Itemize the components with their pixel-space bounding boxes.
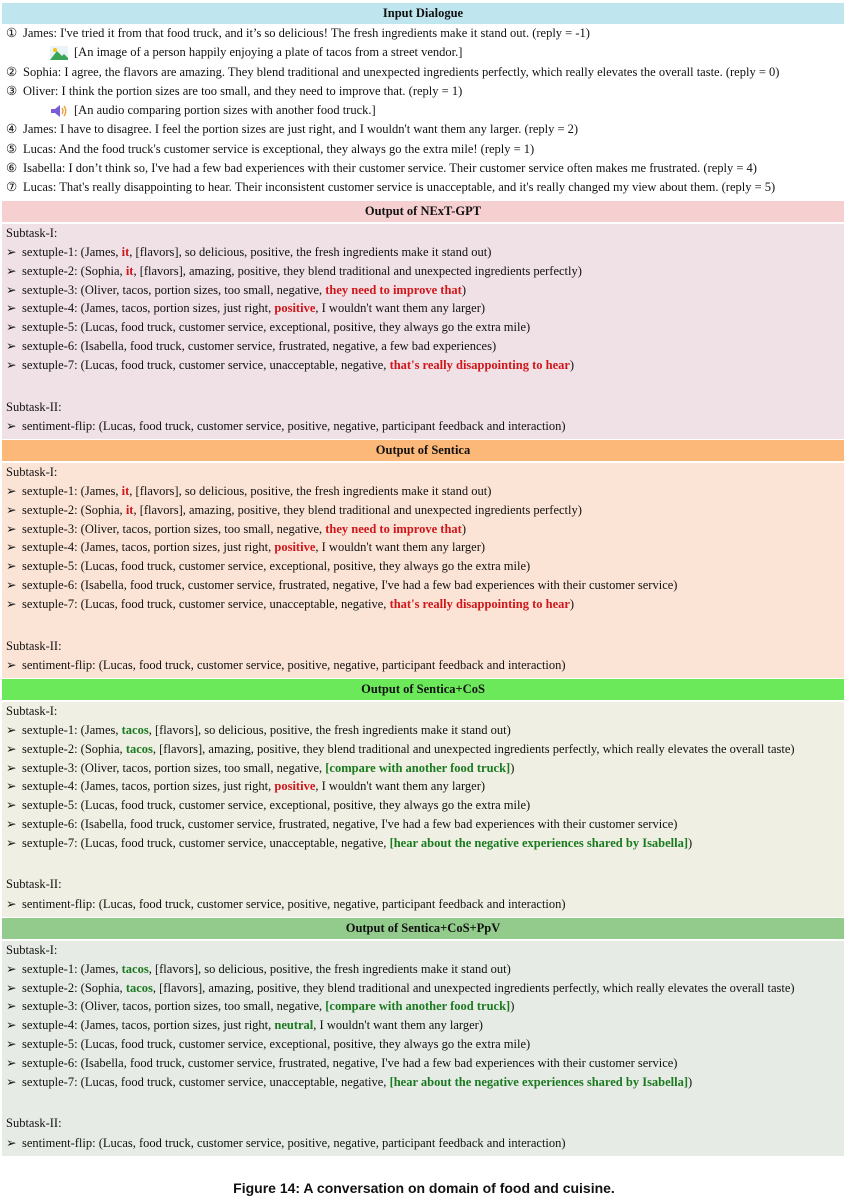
plain-text: sextuple-7: (Lucas, food truck, customer service, unacceptable, negative, xyxy=(22,835,390,850)
highlighted-text: tacos xyxy=(121,961,149,976)
sextuple-text xyxy=(22,263,840,280)
plain-text: sextuple-1: (James, xyxy=(22,961,122,976)
plain-text: sextuple-4: (James, tacos, portion sizes, just right, xyxy=(22,779,275,794)
sextuple-item xyxy=(6,741,840,758)
subtask-1-label: Subtask-I: xyxy=(6,225,58,240)
highlighted-text: that's really disappointing to hear xyxy=(389,596,570,611)
sextuple-item xyxy=(6,722,840,739)
bullet-arrow-icon: ➢ xyxy=(6,263,17,278)
bullet-arrow-icon: ➢ xyxy=(6,896,17,911)
sextuple-text xyxy=(22,1055,840,1072)
plain-text: , I wouldn't want them any larger) xyxy=(315,540,486,555)
dialogue-turn xyxy=(6,178,840,197)
sextuple-text xyxy=(22,760,840,777)
subtask-2-label: Subtask-II: xyxy=(6,399,62,414)
highlighted-text: tacos xyxy=(125,741,153,756)
sentiment-flip-item xyxy=(6,896,840,913)
bullet-arrow-icon: ➢ xyxy=(6,741,17,756)
sextuple-text xyxy=(22,1074,840,1091)
spacer xyxy=(6,615,840,635)
sextuple-item xyxy=(6,998,840,1015)
sextuple-item xyxy=(6,539,840,556)
sextuple-item xyxy=(6,778,840,795)
subtask-2-label: Subtask-II: xyxy=(6,638,62,653)
sentiment-flip-item xyxy=(6,1135,840,1152)
sextuple-text xyxy=(22,778,840,795)
sextuple-item xyxy=(6,1017,840,1034)
plain-text: sextuple-2: (Sophia, xyxy=(22,980,126,995)
figure xyxy=(2,2,844,1156)
plain-text: sextuple-6: (Isabella, food truck, customer service, frustrated, negative, a few bad experiences) xyxy=(22,338,497,353)
plain-text: , I wouldn't want them any larger) xyxy=(313,1018,483,1033)
bullet-arrow-icon: ➢ xyxy=(6,961,17,976)
plain-text: , [flavors], amazing, positive, they blend traditional and unexpected ingredients perfectly) xyxy=(133,263,582,278)
dialogue-turn xyxy=(6,24,840,43)
sextuple-text xyxy=(22,558,840,575)
plain-text: sextuple-5: (Lucas, food truck, customer service, exceptional, positive, they always go the extra mile) xyxy=(22,798,531,813)
bullet-arrow-icon: ➢ xyxy=(6,521,17,536)
plain-text: sextuple-5: (Lucas, food truck, customer service, exceptional, positive, they always go the extra mile) xyxy=(22,1037,531,1052)
plain-text: , [flavors], so delicious, positive, the fresh ingredients make it stand out) xyxy=(129,244,492,259)
turn-number: ④ xyxy=(6,122,18,137)
plain-text: ) xyxy=(688,835,693,850)
sextuple-text xyxy=(22,539,840,556)
turn-number: ⑦ xyxy=(6,180,18,195)
sextuple-text xyxy=(22,835,840,852)
sextuple-item xyxy=(6,980,840,997)
spacer xyxy=(6,1092,840,1112)
sentiment-flip-text: sentiment-flip: (Lucas, food truck, customer service, positive, negative, participant feedback and interaction) xyxy=(22,896,566,911)
highlighted-text: tacos xyxy=(125,980,153,995)
sextuple-item xyxy=(6,338,840,355)
dialogue-turn xyxy=(6,82,840,101)
plain-text: , I wouldn't want them any larger) xyxy=(315,301,486,316)
sextuple-text xyxy=(22,998,840,1015)
highlighted-text: [compare with another food truck] xyxy=(325,760,511,775)
highlighted-text: it xyxy=(125,263,134,278)
plain-text: ) xyxy=(688,1074,693,1089)
sextuple-text xyxy=(22,797,840,814)
sextuple-text xyxy=(22,741,840,758)
sextuple-item xyxy=(6,760,840,777)
plain-text: sextuple-3: (Oliver, tacos, portion sizes, too small, negative, xyxy=(22,760,326,775)
bullet-arrow-icon: ➢ xyxy=(6,798,17,813)
sextuple-item xyxy=(6,483,840,500)
plain-text: , [flavors], so delicious, positive, the fresh ingredients make it stand out) xyxy=(129,483,492,498)
bullet-arrow-icon: ➢ xyxy=(6,722,17,737)
plain-text: , [flavors], so delicious, positive, the fresh ingredients make it stand out) xyxy=(148,722,511,737)
sextuple-item xyxy=(6,816,840,833)
sentica-cos-ppv-header: Output of Sentica+CoS+PpV xyxy=(2,917,844,939)
plain-text: , [flavors], amazing, positive, they blend traditional and unexpected ingredients perfectly, which really elevates the overall taste) xyxy=(152,980,795,995)
plain-text: sextuple-6: (Isabella, food truck, customer service, frustrated, negative, I've had a few bad experiences with their customer service) xyxy=(22,816,678,831)
sextuple-text xyxy=(22,961,840,978)
bullet-arrow-icon: ➢ xyxy=(6,418,17,433)
bullet-arrow-icon: ➢ xyxy=(6,980,17,995)
plain-text: sextuple-6: (Isabella, food truck, customer service, frustrated, negative, I've had a few bad experiences with their customer service) xyxy=(22,1055,678,1070)
spacer xyxy=(6,376,840,396)
audio-attachment xyxy=(6,101,840,120)
sentiment-flip-item xyxy=(6,418,840,435)
plain-text: sextuple-2: (Sophia, xyxy=(22,502,126,517)
highlighted-text: it xyxy=(121,483,130,498)
sextuple-text xyxy=(22,521,840,538)
bullet-arrow-icon: ➢ xyxy=(6,320,17,335)
bullet-arrow-icon: ➢ xyxy=(6,357,17,372)
plain-text: ) xyxy=(461,521,466,536)
turn-text: Lucas: And the food truck's customer service is exceptional, they always go the extra mile! (reply = 1) xyxy=(23,141,535,156)
sextuple-item xyxy=(6,502,840,519)
sextuple-item xyxy=(6,300,840,317)
bullet-arrow-icon: ➢ xyxy=(6,1018,17,1033)
plain-text: ) xyxy=(510,999,515,1014)
bullet-arrow-icon: ➢ xyxy=(6,559,17,574)
highlighted-text: tacos xyxy=(121,722,149,737)
bullet-arrow-icon: ➢ xyxy=(6,816,17,831)
sentica-output xyxy=(2,463,844,678)
highlighted-text: positive xyxy=(274,540,316,555)
turn-text: Sophia: I agree, the flavors are amazing. They blend traditional and unexpected ingredients perfectly, which really elevates the overall taste. (reply = 0) xyxy=(23,64,780,79)
sentiment-flip-item xyxy=(6,657,840,674)
subtask-1-label: Subtask-I: xyxy=(6,703,58,718)
highlighted-text: [hear about the negative experiences shared by Isabella] xyxy=(389,835,689,850)
sextuple-text xyxy=(22,577,840,594)
plain-text: sextuple-7: (Lucas, food truck, customer service, unacceptable, negative, xyxy=(22,357,390,372)
plain-text: , [flavors], amazing, positive, they blend traditional and unexpected ingredients perfectly) xyxy=(133,502,582,517)
sextuple-item xyxy=(6,282,840,299)
plain-text: ) xyxy=(510,760,515,775)
sextuple-item xyxy=(6,835,840,852)
plain-text: sextuple-1: (James, xyxy=(22,244,122,259)
sextuple-item xyxy=(6,319,840,336)
highlighted-text: it xyxy=(121,244,130,259)
sextuple-text xyxy=(22,1036,840,1053)
input-dialogue xyxy=(2,24,844,200)
turn-text: Isabella: I don’t think so, I've had a few bad experiences with their customer service. Their customer service often makes me frustrated. (reply = 4) xyxy=(23,161,757,176)
sextuple-text xyxy=(22,357,840,374)
plain-text: sextuple-6: (Isabella, food truck, customer service, frustrated, negative, I've had a few bad experiences with their customer service) xyxy=(22,577,678,592)
plain-text: sextuple-4: (James, tacos, portion sizes, just right, xyxy=(22,1018,275,1033)
sentica-header: Output of Sentica xyxy=(2,439,844,461)
bullet-arrow-icon: ➢ xyxy=(6,502,17,517)
bullet-arrow-icon: ➢ xyxy=(6,1055,17,1070)
dialogue-turn xyxy=(6,120,840,139)
plain-text: , I wouldn't want them any larger) xyxy=(315,779,486,794)
plain-text: sextuple-4: (James, tacos, portion sizes, just right, xyxy=(22,301,275,316)
highlighted-text: [compare with another food truck] xyxy=(325,999,511,1014)
model-outputs xyxy=(2,200,844,1156)
sextuple-item xyxy=(6,1036,840,1053)
highlighted-text: [hear about the negative experiences shared by Isabella] xyxy=(389,1074,689,1089)
subtask-1-label: Subtask-I: xyxy=(6,464,58,479)
plain-text: sextuple-5: (Lucas, food truck, customer service, exceptional, positive, they always go the extra mile) xyxy=(22,320,531,335)
sextuple-text xyxy=(22,282,840,299)
bullet-arrow-icon: ➢ xyxy=(6,1037,17,1052)
sextuple-item xyxy=(6,797,840,814)
plain-text: ) xyxy=(569,596,575,611)
dialogue-turn xyxy=(6,63,840,82)
bullet-arrow-icon: ➢ xyxy=(6,483,17,498)
bullet-arrow-icon: ➢ xyxy=(6,760,17,775)
highlighted-text: positive xyxy=(274,779,316,794)
sentiment-flip-text: sentiment-flip: (Lucas, food truck, customer service, positive, negative, participant feedback and interaction) xyxy=(22,657,566,672)
plain-text: sextuple-2: (Sophia, xyxy=(22,263,126,278)
bullet-arrow-icon: ➢ xyxy=(6,999,17,1014)
sentica-cos-header: Output of Sentica+CoS xyxy=(2,678,844,700)
turn-text: James: I've tried it from that food truck, and it’s so delicious! The fresh ingredients make it stand out. (reply = -1) xyxy=(23,26,590,40)
bullet-arrow-icon: ➢ xyxy=(6,282,17,297)
plain-text: ) xyxy=(569,357,575,372)
landscape-image-icon xyxy=(50,46,68,60)
highlighted-text: they need to improve that xyxy=(325,282,462,297)
sextuple-text xyxy=(22,1017,840,1034)
bullet-arrow-icon: ➢ xyxy=(6,540,17,555)
image-note: [An image of a person happily enjoying a plate of tacos from a street vendor.] xyxy=(74,45,463,60)
image-attachment xyxy=(6,43,840,62)
sentica-cos-ppv-output xyxy=(2,941,844,1156)
bullet-arrow-icon: ➢ xyxy=(6,596,17,611)
bullet-arrow-icon: ➢ xyxy=(6,835,17,850)
speaker-icon xyxy=(50,104,68,118)
bullet-arrow-icon: ➢ xyxy=(6,1135,17,1150)
sextuple-item xyxy=(6,558,840,575)
sextuple-text xyxy=(22,502,840,519)
highlighted-text: neutral xyxy=(274,1018,314,1033)
plain-text: sextuple-2: (Sophia, xyxy=(22,741,126,756)
sextuple-text xyxy=(22,596,840,613)
turn-number: ⑤ xyxy=(6,141,18,156)
plain-text: sextuple-3: (Oliver, tacos, portion sizes, too small, negative, xyxy=(22,282,326,297)
sextuple-item xyxy=(6,961,840,978)
sextuple-item xyxy=(6,263,840,280)
sextuple-text xyxy=(22,300,840,317)
audio-note: [An audio comparing portion sizes with another food truck.] xyxy=(74,103,376,118)
sextuple-item xyxy=(6,244,840,261)
plain-text: , [flavors], amazing, positive, they blend traditional and unexpected ingredients perfectly, which really elevates the overall taste) xyxy=(152,741,795,756)
sentica-cos-output xyxy=(2,702,844,917)
turn-text: Lucas: That's really disappointing to hear. Their inconsistent customer service is unacceptable, and it's really changed my view about them. (reply = 5) xyxy=(23,180,776,195)
turn-number: ⑥ xyxy=(6,161,18,176)
subtask-2-label: Subtask-II: xyxy=(6,1116,62,1131)
nextgpt-output xyxy=(2,224,844,439)
highlighted-text: that's really disappointing to hear xyxy=(389,357,570,372)
dialogue-turn xyxy=(6,140,840,159)
sextuple-text xyxy=(22,319,840,336)
figure-caption: Figure 14: A conversation on domain of food and cuisine. xyxy=(233,1180,615,1196)
subtask-1-label: Subtask-I: xyxy=(6,942,58,957)
bullet-arrow-icon: ➢ xyxy=(6,301,17,316)
turn-number: ③ xyxy=(6,83,18,98)
bullet-arrow-icon: ➢ xyxy=(6,338,17,353)
plain-text: sextuple-7: (Lucas, food truck, customer service, unacceptable, negative, xyxy=(22,596,390,611)
bullet-arrow-icon: ➢ xyxy=(6,779,17,794)
sextuple-text xyxy=(22,338,840,355)
sextuple-item xyxy=(6,357,840,374)
plain-text: sextuple-3: (Oliver, tacos, portion sizes, too small, negative, xyxy=(22,521,326,536)
sextuple-text xyxy=(22,722,840,739)
plain-text: sextuple-1: (James, xyxy=(22,483,122,498)
sextuple-item xyxy=(6,596,840,613)
dialogue-turn xyxy=(6,159,840,178)
turn-text: Oliver: I think the portion sizes are too small, and they need to improve that. (reply = 1) xyxy=(23,83,463,98)
subtask-2-label: Subtask-II: xyxy=(6,877,62,892)
spacer xyxy=(6,853,840,873)
sextuple-text xyxy=(22,980,840,997)
sextuple-item xyxy=(6,1055,840,1072)
input-dialogue-header: Input Dialogue xyxy=(2,2,844,24)
plain-text: sextuple-1: (James, xyxy=(22,722,122,737)
sextuple-item xyxy=(6,577,840,594)
sextuple-item xyxy=(6,1074,840,1091)
plain-text: sextuple-5: (Lucas, food truck, customer service, exceptional, positive, they always go the extra mile) xyxy=(22,559,531,574)
bullet-arrow-icon: ➢ xyxy=(6,1074,17,1089)
turn-number: ① xyxy=(6,26,18,40)
highlighted-text: it xyxy=(125,502,134,517)
plain-text: , [flavors], so delicious, positive, the fresh ingredients make it stand out) xyxy=(148,961,511,976)
highlighted-text: they need to improve that xyxy=(325,521,462,536)
plain-text: sextuple-4: (James, tacos, portion sizes, just right, xyxy=(22,540,275,555)
sextuple-text xyxy=(22,244,840,261)
plain-text: sextuple-3: (Oliver, tacos, portion sizes, too small, negative, xyxy=(22,999,326,1014)
sextuple-text xyxy=(22,816,840,833)
sentiment-flip-text: sentiment-flip: (Lucas, food truck, customer service, positive, negative, participant feedback and interaction) xyxy=(22,418,566,433)
sextuple-text xyxy=(22,483,840,500)
bullet-arrow-icon: ➢ xyxy=(6,244,17,259)
turn-number: ② xyxy=(6,64,18,79)
bullet-arrow-icon: ➢ xyxy=(6,577,17,592)
bullet-arrow-icon: ➢ xyxy=(6,657,17,672)
highlighted-text: positive xyxy=(274,301,316,316)
sentiment-flip-text: sentiment-flip: (Lucas, food truck, customer service, positive, negative, participant feedback and interaction) xyxy=(22,1135,566,1150)
nextgpt-header: Output of NExT-GPT xyxy=(2,200,844,222)
plain-text: sextuple-7: (Lucas, food truck, customer service, unacceptable, negative, xyxy=(22,1074,390,1089)
turn-text: James: I have to disagree. I feel the portion sizes are just right, and I wouldn't want them any larger. (reply = 2) xyxy=(23,122,579,137)
sextuple-item xyxy=(6,521,840,538)
plain-text: ) xyxy=(461,282,466,297)
